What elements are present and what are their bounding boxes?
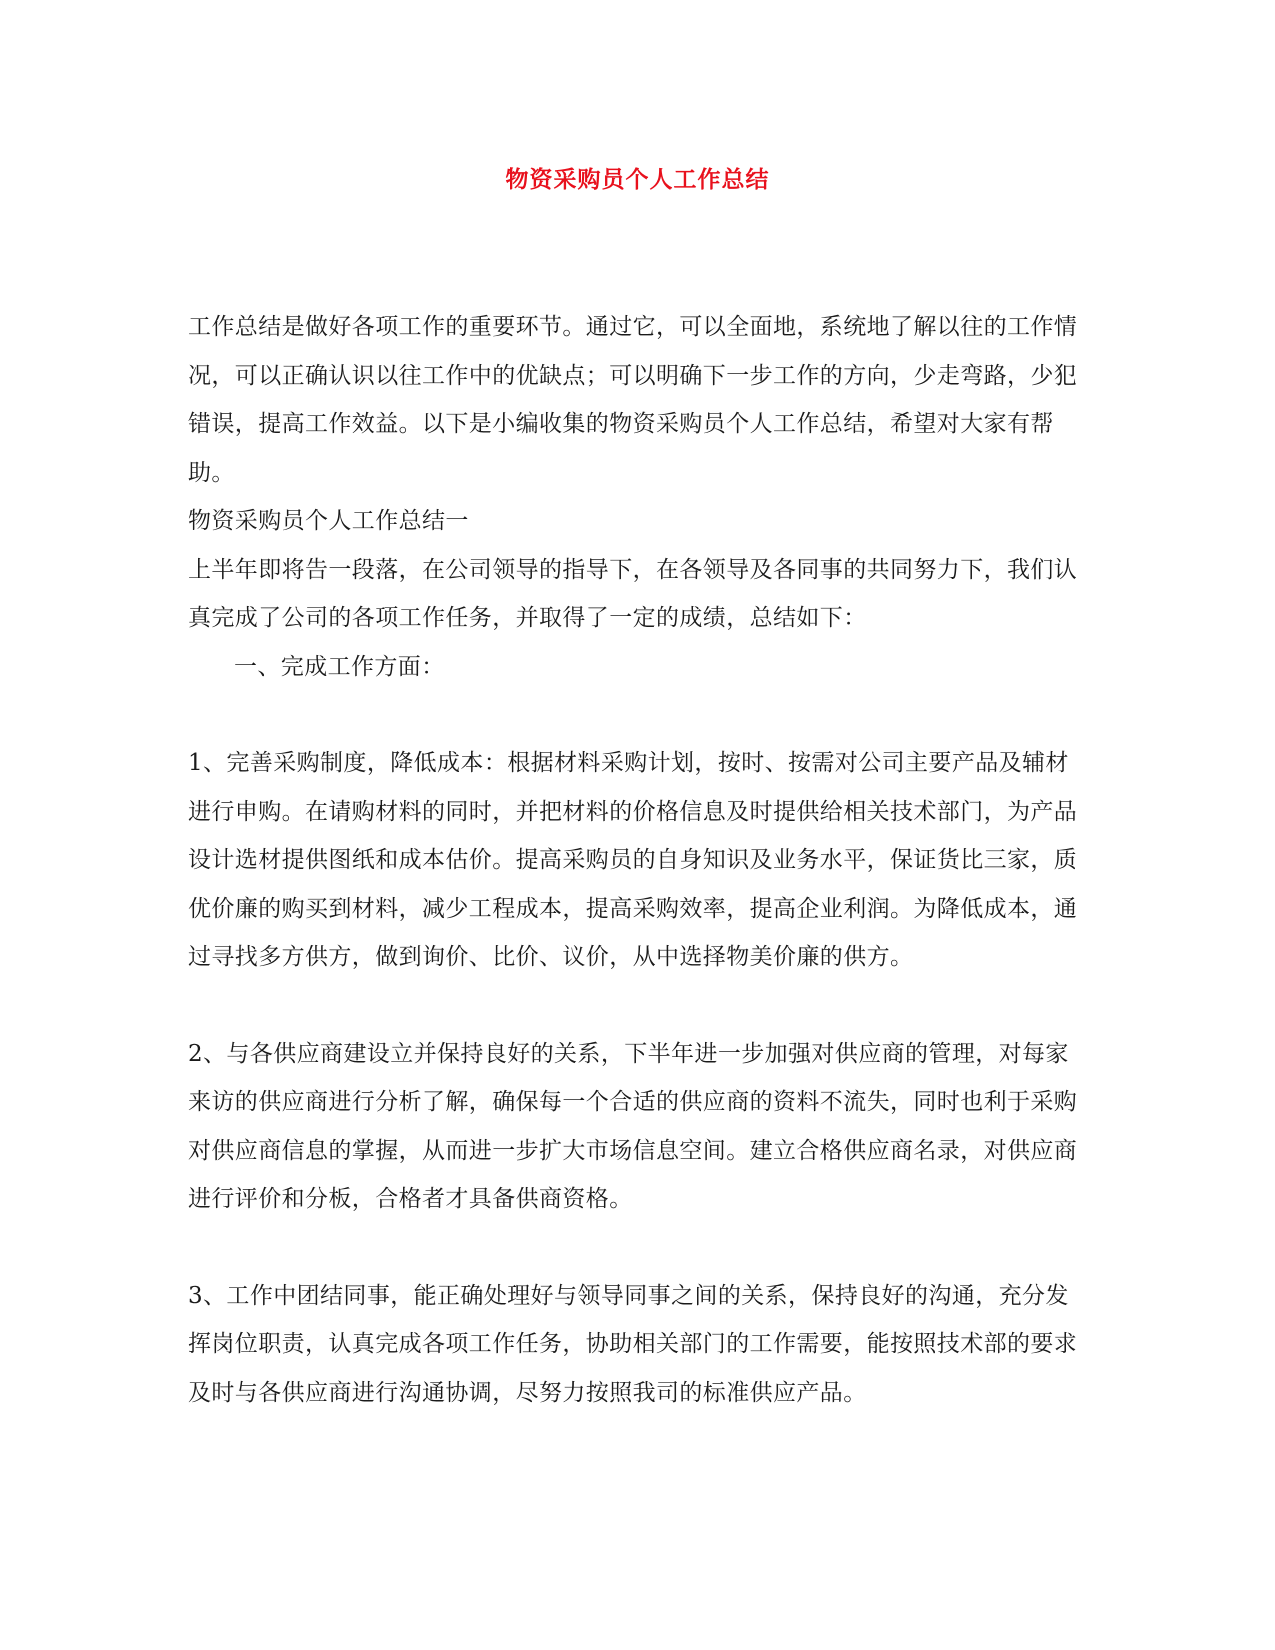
document-title: 物资采购员个人工作总结 (505, 166, 770, 193)
spacer (188, 982, 1088, 1030)
subheading: 一、完成工作方面： (234, 653, 445, 680)
item-paragraph: 1、完善采购制度，降低成本：根据材料采购计划，按时、按需对公司主要产品及辅材进行申购。在请购材料的同时，并把材料的价格信息及时提供给相关技术部门，为产品设计选材提供图纸和成本估价。提高采购员的自身知识及业务水平，保证货比三家，质优价廉的购买到材料，减少工程成本，提高采购效率，提高企业利润。为降低成本，通过寻找多方供方，做到询价、比价、议价，从中选择物美价廉的供方。 (188, 750, 1078, 970)
item-paragraph: 2、与各供应商建设立并保持良好的关系，下半年进一步加强对供应商的管理，对每家来访的供应商进行分析了解，确保每一个合适的供应商的资料不流失，同时也利于采购对供应商信息的掌握，从而进一步扩大市场信息空间。建立合格供应商名录，对供应商进行评价和分板，合格者才具备供商资格。 (188, 1040, 1078, 1212)
spacer (188, 691, 1088, 739)
section-heading: 物资采购员个人工作总结一 (188, 508, 469, 534)
spacer (188, 1224, 1088, 1272)
item-paragraph: 3、工作中团结同事，能正确处理好与领导同事之间的关系，保持良好的沟通，充分发挥岗位职责，认真完成各项工作任务，协助相关部门的工作需要，能按照技术部的要求及时与各供应商进行沟通协调，尽努力按照我司的标准供应产品。 (188, 1282, 1078, 1406)
intro-paragraph: 工作总结是做好各项工作的重要环节。通过它，可以全面地，系统地了解以往的工作情况，可以正确认识以往工作中的优缺点；可以明确下一步工作的方向，少走弯路，少犯错误，提高工作效益。以下是小编收集的物资采购员个人工作总结，希望对大家有帮助。 (188, 314, 1078, 486)
document-body (188, 303, 1088, 1417)
opening-paragraph: 上半年即将告一段落，在公司领导的指导下，在各领导及各同事的共同努力下，我们认真完成了公司的各项工作任务，并取得了一定的成绩，总结如下： (188, 556, 1078, 631)
